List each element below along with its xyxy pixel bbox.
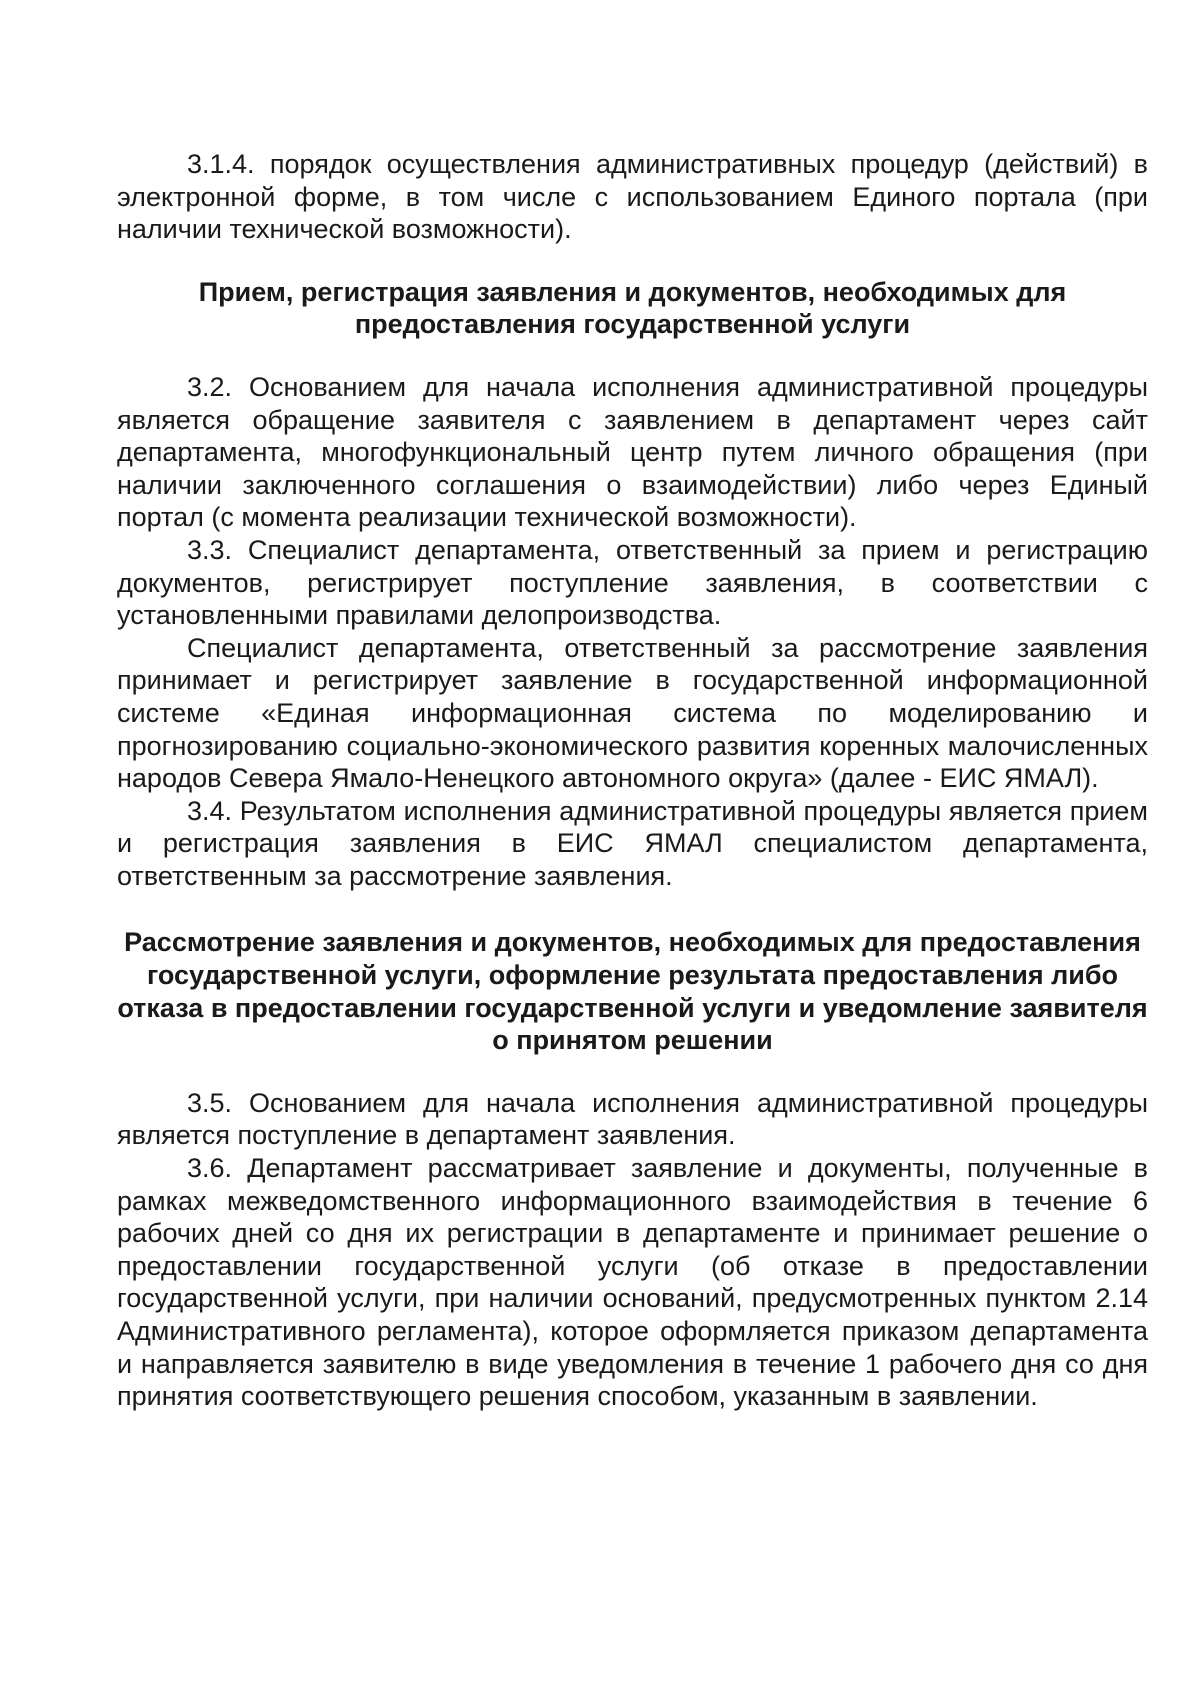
paragraph-3-3: 3.3. Специалист департамента, ответственный за прием и регистрацию документов, регистрирует поступление заявления, в соответствии с установленными правилами делопроизводства. <box>117 534 1148 631</box>
spacer <box>117 1057 1148 1087</box>
paragraph-specialist: Специалист департамента, ответственный за рассмотрение заявления принимает и регистрирует заявление в государственной информационной системе «Единая информационная система по моделированию и прогнозированию социально-экономического развития коренных малочисленных народов Севера Ямало-Ненецкого автономного округа» (далее - ЕИС ЯМАЛ). <box>117 632 1148 794</box>
paragraph-3-5: 3.5. Основанием для начала исполнения административной процедуры является поступление в департамент заявления. <box>117 1087 1148 1151</box>
paragraph-3-2: 3.2. Основанием для начала исполнения административной процедуры является обращение заявителя с заявлением в департамент через сайт департамента, многофункциональный центр путем личного обращения (при наличии заключенного соглашения о взаимодействии) либо через Единый портал (с момента реализации технической возможности). <box>117 371 1148 533</box>
spacer <box>117 341 1148 371</box>
spacer <box>117 246 1148 276</box>
spacer <box>117 892 1148 926</box>
paragraph-3-1-4: 3.1.4. порядок осуществления административных процедур (действий) в электронной форме, в том числе с использованием Единого портала (при наличии технической возможности). <box>117 149 1148 245</box>
section-heading-review: Рассмотрение заявления и документов, необходимых для предоставления государственной услуги, оформление результата предоставления либо отказа в предоставлении государственной услуги и уведомление заявителя о принятом решении <box>117 927 1148 1056</box>
paragraph-3-4: 3.4. Результатом исполнения административной процедуры является прием и регистрация заявления в ЕИС ЯМАЛ специалистом департамента, ответственным за рассмотрение заявления. <box>117 795 1148 891</box>
paragraph-3-6: 3.6. Департамент рассматривает заявление и документы, полученные в рамках межведомственного информационного взаимодействия в течение 6 рабочих дней со дня их регистрации в департаменте и принимает решение о предоставлении государственной услуги (об отказе в предоставлении государственной услуги, при наличии оснований, предусмотренных пунктом 2.14 Административного регламента), которое оформляется приказом департамента и направляется заявителю в виде уведомления в течение 1 рабочего дня со дня принятия соответствующего решения способом, указанным в заявлении. <box>117 1153 1148 1412</box>
section-heading-reception: Прием, регистрация заявления и документов, необходимых для предоставления государственной услуги <box>198 276 1067 340</box>
